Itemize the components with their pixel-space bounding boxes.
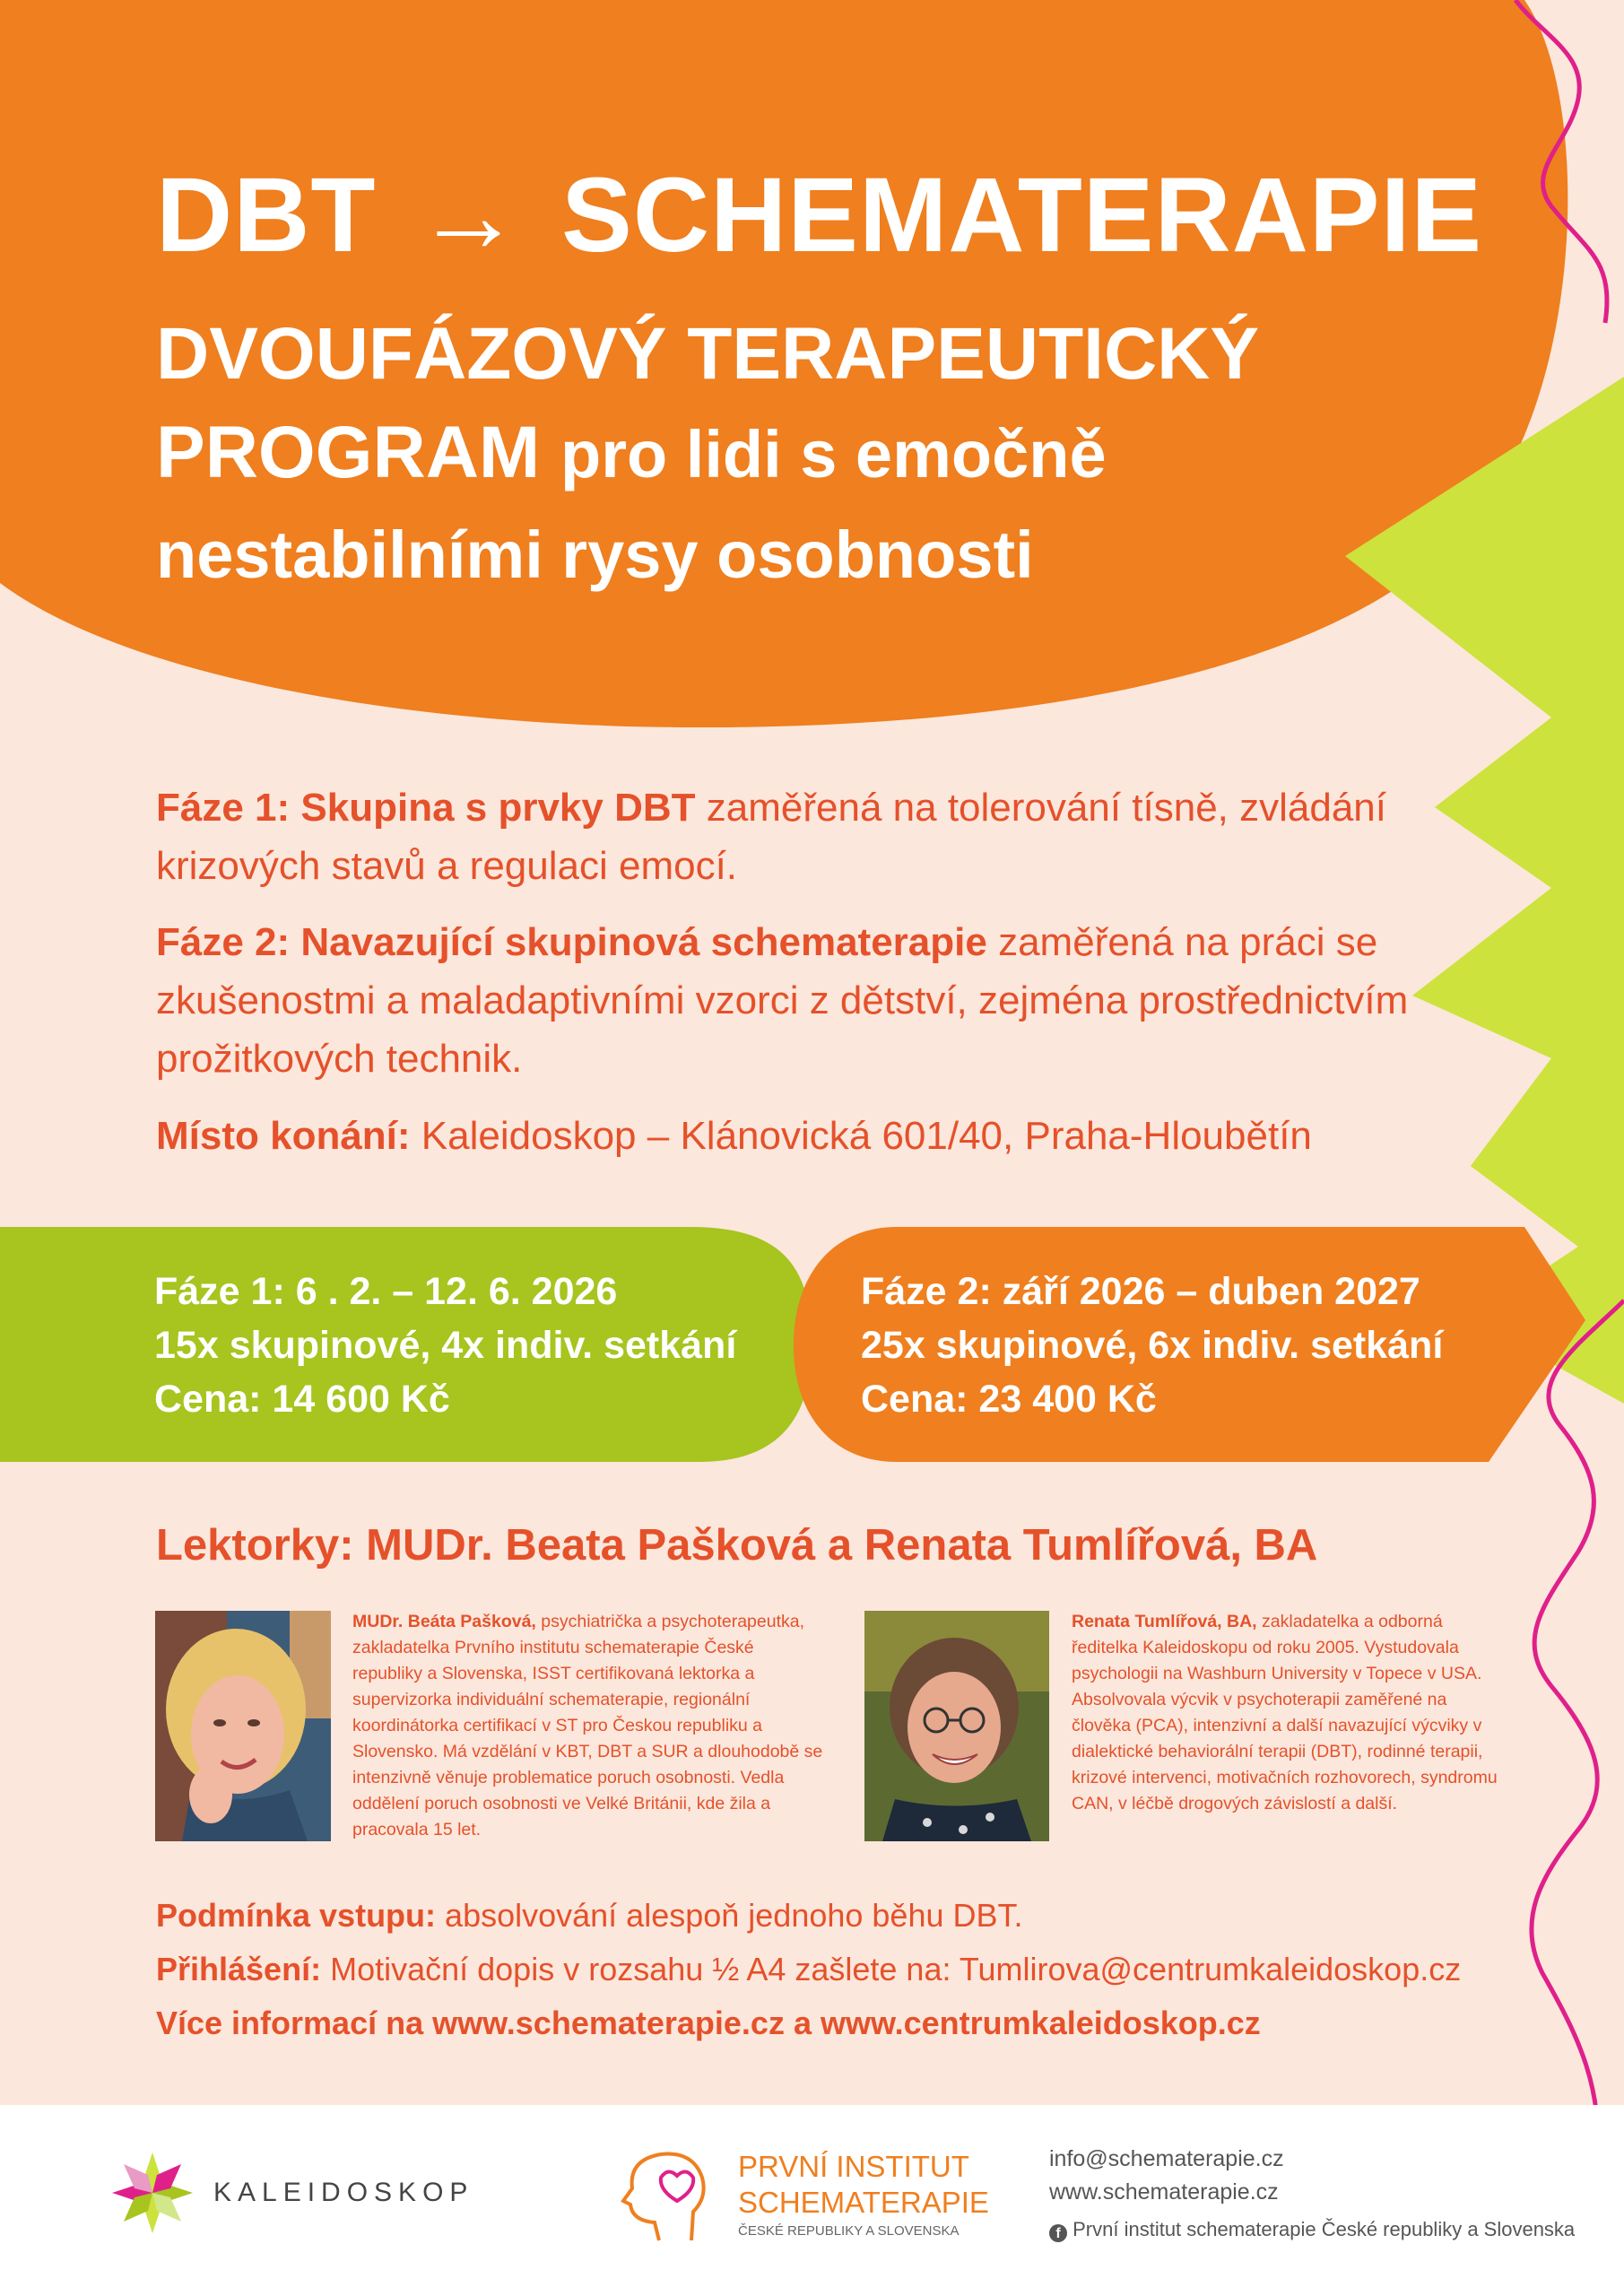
phase1-text: zaměřená na tolerování tísně, zvládání krizových stavů a regulaci emocí. [156,786,1386,888]
condition-label: Podmínka vstupu: [156,1897,437,1934]
subtitle-target-group: pro lidi s emočně nestabilními rysy osobnosti [156,417,1107,592]
venue-text: Kaleidoskop – Klánovická 601/40, Praha-Hloubětín [421,1114,1312,1158]
lecturers-title: Lektorky: MUDr. Beata Pašková a Renata Tumlířová, BA [156,1521,1318,1570]
kaleidoskop-logo-icon [108,2148,197,2238]
signup-text: Motivační dopis v rozsahu ½ A4 zašlete na: Tumlirova@centrumkaleidoskop.cz [330,1951,1462,1987]
main-title [156,154,1482,276]
lecturer1-bio: psychiatrička a psychoterapeutka, zakladatelka Prvního institutu schematerapie České republiky a Slovenska, ISST certifikovaná lektorka a supervizorka individuální schematerapie, regionální koordinátorka certifikací v ST pro Českou republiku a Slovensko. Má vzdělání v KBT, DBT a SUR a dlouhodobě se intenzivně věnuje problematice poruch osobnosti. Vedla oddělení poruch osobnosti ve Velké Británii, kde žila a pracovala 15 let. [352,1612,823,1839]
facebook-text: První institut schematerapie České republiky a Slovenska [1073,2218,1576,2240]
phase2-schedule [861,1265,1443,1426]
subtitle [156,305,1456,604]
photo-beata-paskova [155,1611,331,1841]
phase2-label: Fáze 2: Navazující skupinová schematerapie [156,920,987,964]
more-info: Více informací na www.schematerapie.cz a www.centrumkaleidoskop.cz [156,2005,1261,2041]
institute-head-icon [605,2142,722,2249]
title-dbt: DBT [156,156,377,274]
contact-web[interactable]: www.schematerapie.cz [1049,2179,1279,2205]
phase1-sessions: 15x skupinové, 4x indiv. setkání [154,1324,737,1367]
contact-email[interactable]: info@schematerapie.cz [1049,2146,1284,2171]
phase1-price: Cena: 14 600 Kč [154,1378,450,1421]
phase2-description [156,913,1411,1088]
bio-beata-paskova [352,1609,826,1843]
phase2-sessions: 25x skupinové, 6x indiv. setkání [861,1324,1444,1367]
lecturer1-name: MUDr. Beáta Pašková, [352,1612,536,1631]
venue-label: Místo konání: [156,1114,411,1158]
title-schematerapie: SCHEMATERAPIE [561,156,1483,274]
signup [156,1951,1461,1988]
institute-line1: PRVNÍ INSTITUT [738,2150,969,2183]
phase2-dates: Fáze 2: září 2026 – duben 2027 [861,1270,1420,1313]
entry-condition [156,1897,1023,1935]
bio-renata-tumlirova [1072,1609,1502,1817]
phase1-description [156,778,1429,895]
photo-renata-tumlirova [864,1611,1049,1841]
phase1-label: Fáze 1: Skupina s prvky DBT [156,786,696,830]
phase1-dates: Fáze 1: 6 . 2. – 12. 6. 2026 [154,1270,618,1313]
kaleidoskop-wordmark: KALEIDOSKOP [213,2178,474,2207]
venue [156,1107,1501,1165]
arrow-icon: → [415,156,523,274]
institute-line3: ČESKÉ REPUBLIKY A SLOVENSKA [738,2223,960,2239]
facebook-icon: f [1049,2224,1067,2242]
institute-line2: SCHEMATERAPIE [738,2186,989,2219]
lecturer2-name: Renata Tumlířová, BA, [1072,1612,1257,1631]
phase1-schedule [154,1265,736,1426]
phase2-text: zaměřená na práci se zkušenostmi a maladaptivními vzorci z dětství, zejména prostřednictvím prožitkových technik. [156,920,1409,1081]
phase2-price: Cena: 23 400 Kč [861,1378,1157,1421]
institute-logo-text [738,2149,989,2242]
signup-label: Přihlášení: [156,1951,322,1987]
condition-text: absolvování alespoň jednoho běhu DBT. [445,1897,1023,1934]
facebook-link[interactable] [1049,2218,1575,2242]
subtitle-program: DVOUFÁZOVÝ TERAPEUTICKÝ PROGRAM [156,313,1260,493]
lecturer2-bio: zakladatelka a odborná ředitelka Kaleidoskopu od roku 2005. Vystudovala psychologii na Washburn University v Topece v USA. Absolvovala výcvik v psychoterapii zaměřené na člověka (PCA), intenzivní a další navazující výcviky v dialektické behaviorální terapii (DBT), rodinné terapii, krizové intervenci, motivačních rozhovorech, syndromu CAN, v léčbě drogových závislostí a další. [1072,1612,1498,1813]
